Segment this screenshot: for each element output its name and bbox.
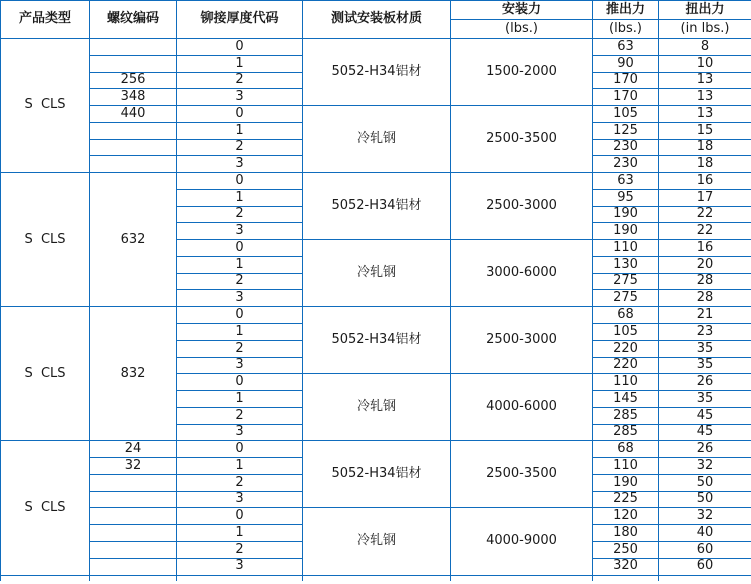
cell-empty bbox=[177, 575, 303, 581]
cell-push-out: 95 bbox=[593, 189, 659, 206]
cell-torque-out: 45 bbox=[659, 424, 751, 441]
cell-material: 5052-H34铝材 bbox=[303, 173, 451, 240]
cell-torque-out: 35 bbox=[659, 340, 751, 357]
header-torque-out: 扭出力 bbox=[659, 1, 751, 20]
cell-thickness-code: 3 bbox=[177, 290, 303, 307]
header-material: 测试安装板材质 bbox=[303, 1, 451, 39]
cell-push-out: 285 bbox=[593, 407, 659, 424]
cell-thread-code: 632 bbox=[90, 173, 177, 307]
cell-thickness-code: 0 bbox=[177, 39, 303, 56]
cell-thickness-code: 0 bbox=[177, 441, 303, 458]
cell-thickness-code: 3 bbox=[177, 424, 303, 441]
cell-thickness-code: 2 bbox=[177, 273, 303, 290]
cell-torque-out: 8 bbox=[659, 39, 751, 56]
header-push-out-unit: (lbs.) bbox=[593, 20, 659, 39]
cell-empty bbox=[1, 575, 90, 581]
cell-thread-code bbox=[90, 541, 177, 558]
cell-push-out: 190 bbox=[593, 206, 659, 223]
table-row bbox=[1, 39, 751, 56]
cell-install-force: 2500-3000 bbox=[451, 173, 593, 240]
cell-thread-code bbox=[90, 474, 177, 491]
cell-thickness-code: 1 bbox=[177, 189, 303, 206]
cell-thickness-code: 3 bbox=[177, 558, 303, 575]
table-row-partial bbox=[1, 575, 751, 581]
cell-torque-out: 18 bbox=[659, 139, 751, 156]
cell-empty bbox=[659, 575, 751, 581]
cell-material: 冷轧钢 bbox=[303, 240, 451, 307]
cell-push-out: 130 bbox=[593, 256, 659, 273]
header-install-force-unit: (lbs.) bbox=[451, 20, 593, 39]
cell-push-out: 110 bbox=[593, 458, 659, 475]
table-row bbox=[1, 508, 751, 525]
cell-product-type: S CLS bbox=[1, 307, 90, 441]
header-thickness-code: 铆接厚度代码 bbox=[177, 1, 303, 39]
cell-torque-out: 28 bbox=[659, 273, 751, 290]
cell-thickness-code: 2 bbox=[177, 407, 303, 424]
cell-torque-out: 32 bbox=[659, 508, 751, 525]
cell-thickness-code: 3 bbox=[177, 491, 303, 508]
cell-push-out: 125 bbox=[593, 122, 659, 139]
cell-thickness-code: 2 bbox=[177, 474, 303, 491]
cell-thread-code: 24 bbox=[90, 441, 177, 458]
cell-torque-out: 21 bbox=[659, 307, 751, 324]
cell-torque-out: 22 bbox=[659, 206, 751, 223]
cell-push-out: 120 bbox=[593, 508, 659, 525]
cell-push-out: 63 bbox=[593, 173, 659, 190]
cell-thickness-code: 3 bbox=[177, 156, 303, 173]
cell-thickness-code: 3 bbox=[177, 89, 303, 106]
cell-torque-out: 17 bbox=[659, 189, 751, 206]
cell-push-out: 230 bbox=[593, 139, 659, 156]
cell-thickness-code: 0 bbox=[177, 307, 303, 324]
cell-empty bbox=[90, 575, 177, 581]
cell-torque-out: 50 bbox=[659, 474, 751, 491]
cell-thread-code bbox=[90, 525, 177, 542]
cell-torque-out: 60 bbox=[659, 558, 751, 575]
cell-torque-out: 35 bbox=[659, 391, 751, 408]
header-torque-out-unit: (in lbs.) bbox=[659, 20, 751, 39]
header-thread-code: 螺纹编码 bbox=[90, 1, 177, 39]
cell-torque-out: 35 bbox=[659, 357, 751, 374]
cell-thickness-code: 0 bbox=[177, 173, 303, 190]
cell-torque-out: 16 bbox=[659, 173, 751, 190]
table-body bbox=[1, 39, 751, 582]
cell-thread-code bbox=[90, 55, 177, 72]
cell-push-out: 110 bbox=[593, 240, 659, 257]
cell-product-type: S CLS bbox=[1, 173, 90, 307]
cell-material: 5052-H34铝材 bbox=[303, 307, 451, 374]
cell-torque-out: 15 bbox=[659, 122, 751, 139]
cell-empty bbox=[451, 575, 593, 581]
cell-thickness-code: 1 bbox=[177, 324, 303, 341]
cell-empty bbox=[303, 575, 451, 581]
header-row-titles bbox=[1, 1, 751, 20]
cell-thread-code bbox=[90, 156, 177, 173]
cell-thread-code bbox=[90, 122, 177, 139]
cell-thickness-code: 2 bbox=[177, 206, 303, 223]
table-header bbox=[1, 1, 751, 39]
cell-install-force: 1500-2000 bbox=[451, 39, 593, 106]
cell-thread-code: 832 bbox=[90, 307, 177, 441]
cell-install-force: 2500-3500 bbox=[451, 441, 593, 508]
cell-material: 冷轧钢 bbox=[303, 374, 451, 441]
cell-push-out: 68 bbox=[593, 307, 659, 324]
cell-push-out: 110 bbox=[593, 374, 659, 391]
cell-torque-out: 22 bbox=[659, 223, 751, 240]
cell-thickness-code: 2 bbox=[177, 139, 303, 156]
cell-thickness-code: 1 bbox=[177, 525, 303, 542]
cell-thickness-code: 1 bbox=[177, 122, 303, 139]
cell-push-out: 180 bbox=[593, 525, 659, 542]
cell-thread-code: 256 bbox=[90, 72, 177, 89]
cell-push-out: 63 bbox=[593, 39, 659, 56]
cell-thread-code: 348 bbox=[90, 89, 177, 106]
cell-push-out: 170 bbox=[593, 72, 659, 89]
cell-thread-code bbox=[90, 558, 177, 575]
cell-material: 冷轧钢 bbox=[303, 106, 451, 173]
cell-thickness-code: 2 bbox=[177, 72, 303, 89]
cell-push-out: 285 bbox=[593, 424, 659, 441]
cell-material: 冷轧钢 bbox=[303, 508, 451, 575]
table-row bbox=[1, 307, 751, 324]
cell-push-out: 275 bbox=[593, 273, 659, 290]
cell-push-out: 105 bbox=[593, 324, 659, 341]
cell-thickness-code: 1 bbox=[177, 391, 303, 408]
cell-push-out: 190 bbox=[593, 474, 659, 491]
cell-torque-out: 10 bbox=[659, 55, 751, 72]
header-product-type: 产品类型 bbox=[1, 1, 90, 39]
cell-thread-code: 32 bbox=[90, 458, 177, 475]
cell-material: 5052-H34铝材 bbox=[303, 39, 451, 106]
cell-torque-out: 18 bbox=[659, 156, 751, 173]
cell-torque-out: 26 bbox=[659, 441, 751, 458]
cell-push-out: 145 bbox=[593, 391, 659, 408]
cell-thread-code bbox=[90, 139, 177, 156]
table-row bbox=[1, 173, 751, 190]
cell-thickness-code: 0 bbox=[177, 106, 303, 123]
cell-torque-out: 60 bbox=[659, 541, 751, 558]
header-push-out: 推出力 bbox=[593, 1, 659, 20]
cell-thickness-code: 1 bbox=[177, 256, 303, 273]
cell-push-out: 105 bbox=[593, 106, 659, 123]
cell-empty bbox=[593, 575, 659, 581]
cell-thread-code bbox=[90, 491, 177, 508]
cell-install-force: 2500-3500 bbox=[451, 106, 593, 173]
cell-torque-out: 13 bbox=[659, 89, 751, 106]
cell-product-type: S CLS bbox=[1, 441, 90, 575]
cell-push-out: 68 bbox=[593, 441, 659, 458]
cell-push-out: 220 bbox=[593, 357, 659, 374]
cell-product-type: S CLS bbox=[1, 39, 90, 173]
cell-thickness-code: 0 bbox=[177, 508, 303, 525]
table-row bbox=[1, 441, 751, 458]
cell-push-out: 220 bbox=[593, 340, 659, 357]
cell-material: 5052-H34铝材 bbox=[303, 441, 451, 508]
cell-thread-code bbox=[90, 508, 177, 525]
cell-install-force: 4000-9000 bbox=[451, 508, 593, 575]
cell-thickness-code: 0 bbox=[177, 240, 303, 257]
cell-torque-out: 26 bbox=[659, 374, 751, 391]
cell-push-out: 190 bbox=[593, 223, 659, 240]
cell-torque-out: 13 bbox=[659, 106, 751, 123]
cell-thickness-code: 1 bbox=[177, 55, 303, 72]
cell-torque-out: 23 bbox=[659, 324, 751, 341]
cell-torque-out: 13 bbox=[659, 72, 751, 89]
cell-push-out: 225 bbox=[593, 491, 659, 508]
cell-torque-out: 45 bbox=[659, 407, 751, 424]
table-row bbox=[1, 106, 751, 123]
cell-install-force: 4000-6000 bbox=[451, 374, 593, 441]
cell-push-out: 170 bbox=[593, 89, 659, 106]
cell-install-force: 2500-3000 bbox=[451, 307, 593, 374]
cell-install-force: 3000-6000 bbox=[451, 240, 593, 307]
cell-thickness-code: 2 bbox=[177, 340, 303, 357]
cell-torque-out: 16 bbox=[659, 240, 751, 257]
cell-thickness-code: 3 bbox=[177, 223, 303, 240]
cell-thickness-code: 2 bbox=[177, 541, 303, 558]
cell-thickness-code: 0 bbox=[177, 374, 303, 391]
cell-torque-out: 20 bbox=[659, 256, 751, 273]
cell-torque-out: 40 bbox=[659, 525, 751, 542]
cell-torque-out: 50 bbox=[659, 491, 751, 508]
cell-thread-code bbox=[90, 39, 177, 56]
cell-push-out: 230 bbox=[593, 156, 659, 173]
cell-thread-code: 440 bbox=[90, 106, 177, 123]
cell-push-out: 320 bbox=[593, 558, 659, 575]
header-install-force: 安装力 bbox=[451, 1, 593, 20]
cell-push-out: 90 bbox=[593, 55, 659, 72]
cell-torque-out: 28 bbox=[659, 290, 751, 307]
cell-thickness-code: 3 bbox=[177, 357, 303, 374]
cell-torque-out: 32 bbox=[659, 458, 751, 475]
cell-thickness-code: 1 bbox=[177, 458, 303, 475]
cell-push-out: 275 bbox=[593, 290, 659, 307]
cell-push-out: 250 bbox=[593, 541, 659, 558]
